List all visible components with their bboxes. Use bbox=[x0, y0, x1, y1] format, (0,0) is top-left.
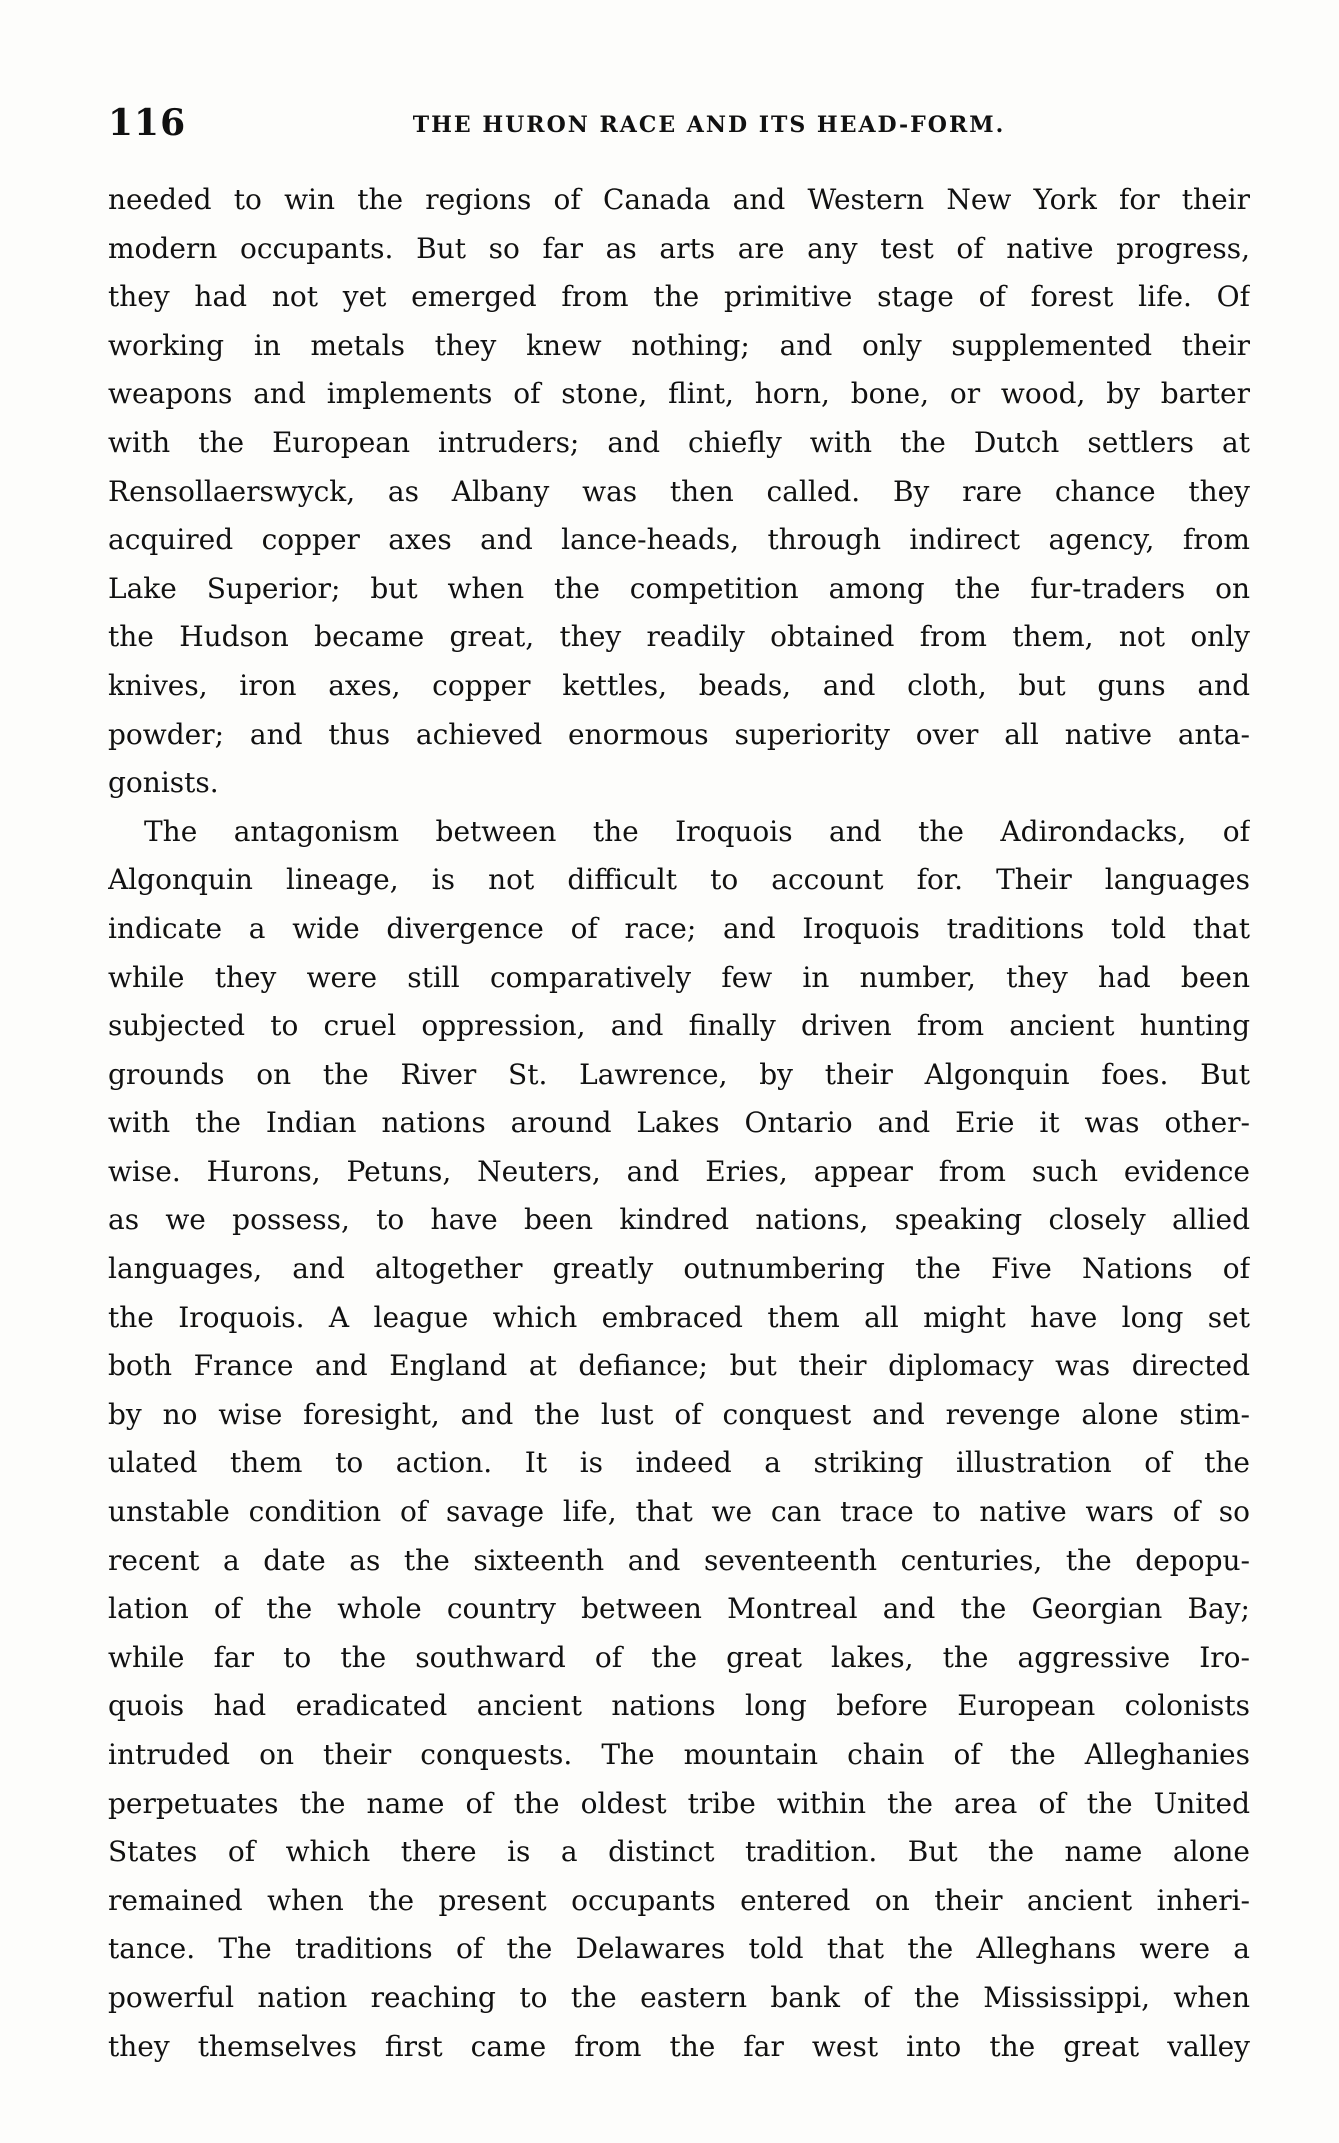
text-line: they had not yet emerged from the primitive stage of forest life. Of bbox=[108, 280, 1250, 314]
text-line: Lake Superior; but when the competition among the fur-traders on bbox=[108, 571, 1250, 605]
text-line: The antagonism between the Iroquois and the Adirondacks, of bbox=[144, 814, 1250, 848]
text-line: quois had eradicated ancient nations long before European colonists bbox=[108, 1689, 1250, 1723]
text-line: as we possess, to have been kindred nations, speaking closely allied bbox=[108, 1203, 1250, 1237]
text-line: Rensollaerswyck, as Albany was then called. By rare chance they bbox=[108, 474, 1250, 508]
text-line: perpetuates the name of the oldest tribe within the area of the United bbox=[108, 1786, 1250, 1820]
text-line: working in metals they knew nothing; and only supplemented their bbox=[108, 328, 1250, 362]
text-line: with the European intruders; and chiefly with the Dutch settlers at bbox=[108, 425, 1250, 459]
text-line: powerful nation reaching to the eastern bank of the Mississippi, when bbox=[108, 1980, 1250, 2014]
text-line: subjected to cruel oppression, and finally driven from ancient hunting bbox=[108, 1009, 1250, 1043]
text-line: lation of the whole country between Montreal and the Georgian Bay; bbox=[108, 1592, 1250, 1626]
text-line: the Iroquois. A league which embraced them all might have long set bbox=[108, 1300, 1250, 1334]
body-text bbox=[108, 176, 1250, 2071]
text-line: knives, iron axes, copper kettles, beads, and cloth, but guns and bbox=[108, 668, 1250, 702]
text-line: modern occupants. But so far as arts are any test of native progress, bbox=[108, 231, 1250, 265]
text-line: indicate a wide divergence of race; and Iroquois traditions told that bbox=[108, 911, 1250, 945]
running-head bbox=[108, 102, 1250, 152]
text-line: weapons and implements of stone, flint, horn, bone, or wood, by barter bbox=[108, 377, 1250, 411]
text-line: remained when the present occupants entered on their ancient inheri- bbox=[108, 1883, 1250, 1917]
page-number: 116 bbox=[108, 102, 187, 144]
text-line: States of which there is a distinct tradition. But the name alone bbox=[108, 1835, 1250, 1869]
text-line: unstable condition of savage life, that we can trace to native wars of so bbox=[108, 1495, 1250, 1529]
text-line: they themselves first came from the far west into the great valley bbox=[108, 2029, 1250, 2063]
text-line: tance. The traditions of the Delawares told that the Alleghans were a bbox=[108, 1932, 1250, 1966]
text-line: with the Indian nations around Lakes Ontario and Erie it was other- bbox=[108, 1106, 1250, 1140]
text-line: recent a date as the sixteenth and seventeenth centuries, the depopu- bbox=[108, 1543, 1250, 1577]
text-line: while far to the southward of the great lakes, the aggressive Iro- bbox=[108, 1640, 1250, 1674]
text-line: the Hudson became great, they readily obtained from them, not only bbox=[108, 620, 1250, 654]
text-line: by no wise foresight, and the lust of conquest and revenge alone stim- bbox=[108, 1397, 1250, 1431]
text-line: needed to win the regions of Canada and Western New York for their bbox=[108, 183, 1250, 216]
running-title: THE HURON RACE AND ITS HEAD-FORM. bbox=[412, 112, 1006, 138]
text-line: while they were still comparatively few in number, they had been bbox=[108, 960, 1250, 994]
text-line: acquired copper axes and lance-heads, through indirect agency, from bbox=[108, 523, 1250, 557]
text-line: Algonquin lineage, is not difficult to account for. Their languages bbox=[108, 863, 1250, 897]
text-line: grounds on the River St. Lawrence, by their Algonquin foes. But bbox=[108, 1057, 1250, 1091]
text-line: wise. Hurons, Petuns, Neuters, and Eries, appear from such evidence bbox=[108, 1154, 1250, 1188]
text-line: both France and England at defiance; but their diplomacy was directed bbox=[108, 1349, 1250, 1383]
text-line: powder; and thus achieved enormous superiority over all native anta- bbox=[108, 717, 1250, 751]
text-line: languages, and altogether greatly outnumbering the Five Nations of bbox=[108, 1252, 1250, 1286]
text-line: gonists. bbox=[108, 766, 219, 800]
text-line: ulated them to action. It is indeed a striking illustration of the bbox=[108, 1446, 1250, 1480]
text-line: intruded on their conquests. The mountain chain of the Alleghanies bbox=[108, 1738, 1250, 1771]
